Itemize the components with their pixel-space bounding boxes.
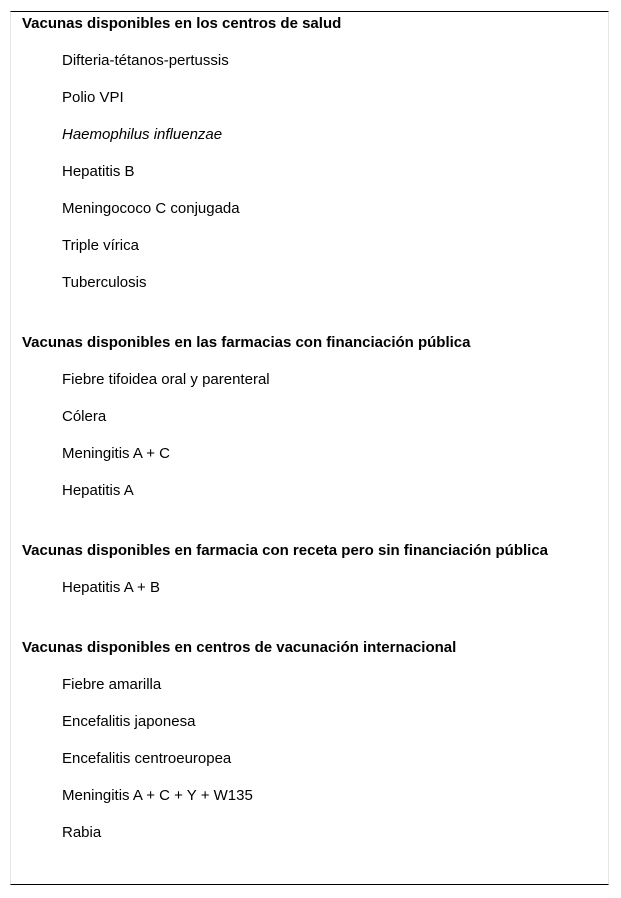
list-item: Polio VPI [62, 89, 124, 106]
list-item: Tuberculosis [62, 274, 147, 291]
list-item: Meningococo C conjugada [62, 200, 240, 217]
list-item: Meningitis A + C [62, 445, 170, 462]
list-item: Meningitis A + C + Y + W135 [62, 787, 253, 804]
list-item: Encefalitis centroeuropea [62, 750, 232, 767]
list-item: Hepatitis B [62, 163, 135, 180]
section-heading-centros-salud: Vacunas disponibles en los centros de salud [22, 15, 342, 32]
list-item: Fiebre amarilla [62, 676, 162, 693]
list-item: Rabia [62, 824, 102, 841]
list-item: Encefalitis japonesa [62, 713, 196, 730]
vaccine-table [10, 11, 609, 885]
list-item: Cólera [62, 408, 107, 425]
list-item: Difteria-tétanos-pertussis [62, 52, 229, 69]
list-item: Fiebre tifoidea oral y parenteral [62, 371, 270, 388]
list-item: Triple vírica [62, 237, 139, 254]
list-item: Hepatitis A + B [62, 579, 160, 596]
section-heading-vacunacion-internacional: Vacunas disponibles en centros de vacunación internacional [22, 639, 457, 656]
list-item: Haemophilus influenzae [62, 126, 223, 143]
section-heading-farmacia-receta: Vacunas disponibles en farmacia con receta pero sin financiación pública [22, 542, 549, 559]
list-item: Hepatitis A [62, 482, 134, 499]
section-heading-farmacias-financiacion: Vacunas disponibles en las farmacias con financiación pública [22, 334, 471, 351]
